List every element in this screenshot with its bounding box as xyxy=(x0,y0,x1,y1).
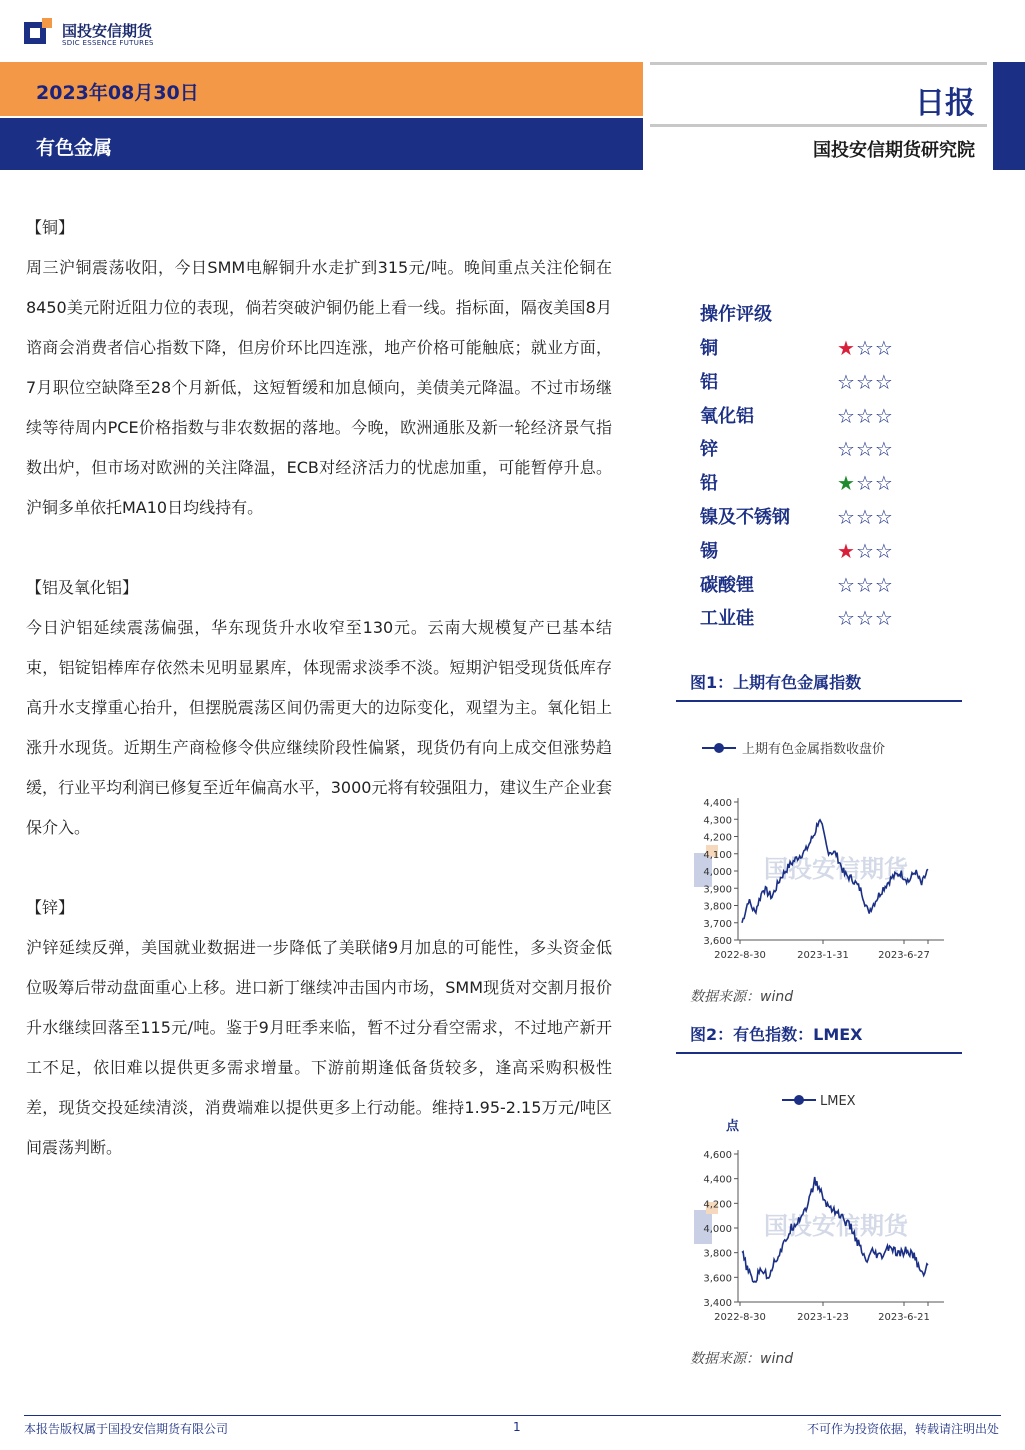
page-number: 1 xyxy=(513,1420,521,1434)
y-tick-label: 3,800 xyxy=(703,901,732,913)
rating-row xyxy=(700,400,940,434)
star-outline-icon: ☆ xyxy=(874,336,894,360)
x-tick-label: 2022-8-30 xyxy=(714,950,766,961)
y-tick-label: 3,800 xyxy=(703,1248,732,1260)
rating-row xyxy=(700,602,940,636)
footer-rule xyxy=(24,1415,1001,1416)
brand-logo xyxy=(24,18,204,52)
rating-metal: 镍及不锈钢 xyxy=(700,506,790,528)
x-tick-label: 2023-6-27 xyxy=(878,950,930,961)
x-tick-label: 2023-1-31 xyxy=(797,950,849,961)
y-tick-label: 4,200 xyxy=(703,832,732,844)
star-outline-icon: ☆ xyxy=(855,471,875,496)
figure-1-rule xyxy=(676,700,962,702)
report-type: 日报 xyxy=(915,86,975,121)
watermark-text: 国投安信期货 xyxy=(764,1212,908,1240)
rating-row xyxy=(700,433,940,467)
figure-1-caption: 图1：上期有色金属指数 xyxy=(690,673,862,692)
section-body: 今日沪铝延续震荡偏强，华东现货升水收窄至130元。云南大规模复产已基本结束，铝锭铝棒库存依然未见明显累库，体现需求淡季不淡。短期沪铝受现货低库存高升水支撑重心抬升，但摆脱震荡区间仍需更大的边际变化，观望为主。氧化铝上涨升水现货。近期生产商检修令供应继续阶段性偏紧，现货仍有向上成交但涨势趋缓，行业平均利润已修复至近年偏高水平，3000元将有较强阻力，建议生产企业套保介入。 xyxy=(26,618,612,837)
star-outline-icon: ☆ xyxy=(837,606,856,631)
date-bar xyxy=(0,62,643,116)
section-copper xyxy=(26,208,612,528)
legend-label: 上期有色金属指数收盘价 xyxy=(742,742,886,757)
star-outline-icon: ☆ xyxy=(855,606,875,631)
y-tick-label: 3,700 xyxy=(703,918,732,930)
y-tick-label: 3,600 xyxy=(703,1273,732,1285)
star-outline-icon: ☆ xyxy=(855,572,875,597)
rating-stars xyxy=(837,433,894,467)
section-spacer xyxy=(26,528,612,568)
legend-marker xyxy=(714,743,724,753)
institute-name: 国投安信期货研究院 xyxy=(813,140,975,161)
rating-metal: 氧化铝 xyxy=(700,405,754,427)
x-tick-label: 2023-6-21 xyxy=(878,1312,930,1323)
star-outline-icon: ☆ xyxy=(855,336,875,360)
section-body: 周三沪铜震荡收阳，今日SMM电解铜升水走扩到315元/吨。晚间重点关注伦铜在8450美元附近阻力位的表现，倘若突破沪铜仍能上看一线。指标面，隔夜美国8月谘商会消费者信心指数下降，但房价环比四连涨，地产价格可能触底；就业方面，7月职位空缺降至28个月新低，这短暂缓和加息倾向，美债美元降温。不过市场继续等待周内PCE价格指数与非农数据的落地。今晚，欧洲通胀及新一轮经济景气指数出炉，但市场对欧洲的关注降温，ECB对经济活力的忧虑加重，可能暂停升息。沪铜多单依托MA10日均线持有。 xyxy=(26,258,612,517)
star-outline-icon: ☆ xyxy=(837,572,856,597)
section-title: 【铝及氧化铝】 xyxy=(26,578,139,597)
logo-mark-icon xyxy=(24,18,54,48)
line-chart-svg xyxy=(680,730,970,970)
rating-stars xyxy=(837,332,894,366)
star-filled-icon: ★ xyxy=(837,538,856,563)
y-tick-label: 3,400 xyxy=(703,1298,732,1309)
watermark-text: 国投安信期货 xyxy=(764,855,908,883)
sector-bar xyxy=(0,118,643,170)
ratings-title: 操作评级 xyxy=(700,304,772,325)
rating-metal: 铜 xyxy=(700,338,718,359)
rating-metal: 锌 xyxy=(700,439,718,461)
star-outline-icon: ☆ xyxy=(874,538,894,563)
x-tick-label: 2023-1-23 xyxy=(797,1312,849,1323)
report-header-right xyxy=(650,62,987,170)
rating-row xyxy=(700,535,940,569)
figure-1-source: 数据来源：wind xyxy=(690,989,794,1005)
star-outline-icon: ☆ xyxy=(874,437,894,462)
rating-stars xyxy=(837,400,894,434)
footer-copyright: 本报告版权属于国投安信期货有限公司 xyxy=(24,1422,229,1436)
star-outline-icon: ☆ xyxy=(837,504,856,529)
star-outline-icon: ☆ xyxy=(855,538,875,563)
rating-row xyxy=(700,501,940,535)
star-filled-icon: ★ xyxy=(837,471,856,496)
rating-stars xyxy=(837,602,894,636)
star-outline-icon: ☆ xyxy=(874,369,894,394)
rating-row xyxy=(700,366,940,400)
legend-marker xyxy=(794,1095,804,1105)
rating-row xyxy=(700,467,940,501)
y-tick-label: 4,600 xyxy=(703,1150,732,1161)
rating-metal: 工业硅 xyxy=(700,608,754,630)
rating-metal: 铝 xyxy=(700,371,718,393)
rating-stars xyxy=(837,535,894,569)
rating-row xyxy=(700,569,940,603)
rating-row xyxy=(700,332,940,366)
section-aluminium xyxy=(26,568,612,848)
figure-1-chart xyxy=(680,730,970,970)
header-side-block xyxy=(993,62,1025,170)
star-outline-icon: ☆ xyxy=(837,369,856,394)
star-outline-icon: ☆ xyxy=(874,403,894,428)
star-outline-icon: ☆ xyxy=(874,471,894,496)
rating-stars xyxy=(837,366,894,400)
report-sector: 有色金属 xyxy=(36,137,113,159)
figure-2-caption: 图2：有色指数：LMEX xyxy=(690,1025,863,1044)
y-tick-label: 4,400 xyxy=(703,798,732,809)
y-tick-label: 4,300 xyxy=(703,815,732,827)
footer-disclaimer: 不可作为投资依据，转载请注明出处 xyxy=(806,1422,999,1436)
star-outline-icon: ☆ xyxy=(855,369,875,394)
figure-2-rule xyxy=(676,1052,962,1054)
brand-name-cn: 国投安信期货 xyxy=(62,22,153,40)
y-tick-label: 4,100 xyxy=(703,849,732,861)
star-outline-icon: ☆ xyxy=(855,403,875,428)
line-chart-svg xyxy=(680,1082,970,1332)
star-outline-icon: ☆ xyxy=(874,504,894,529)
rating-stars xyxy=(837,501,894,535)
section-body: 沪锌延续反弹，美国就业数据进一步降低了美联储9月加息的可能性，多头资金低位吸筹后带动盘面重心上移。进口新丁继续冲击国内市场，SMM现货对交割月报价升水继续回落至115元/吨。鉴于9月旺季来临，暂不过分看空需求，不过地产新开工不足，依旧难以提供更多需求增量。下游前期逢低备货较多，逢高采购积极性差，现货交投延续清淡，消费端难以提供更多上行动能。维持1.95-2.15万元/吨区间震荡判断。 xyxy=(26,938,612,1157)
section-zinc xyxy=(26,888,612,1168)
star-filled-icon: ★ xyxy=(837,336,856,360)
rating-stars xyxy=(837,569,894,603)
star-outline-icon: ☆ xyxy=(855,437,875,462)
main-content xyxy=(26,208,612,1168)
x-tick-label: 2022-8-30 xyxy=(714,1312,766,1323)
figure-2-chart xyxy=(680,1082,970,1332)
star-outline-icon: ☆ xyxy=(837,403,856,428)
star-outline-icon: ☆ xyxy=(837,437,856,462)
brand-name-en: SDIC ESSENCE FUTURES xyxy=(62,39,154,47)
star-outline-icon: ☆ xyxy=(874,572,894,597)
star-outline-icon: ☆ xyxy=(874,606,894,631)
rating-metal: 铅 xyxy=(700,473,718,495)
rating-stars xyxy=(837,467,894,501)
y-axis-label: 点 xyxy=(726,1119,740,1134)
figure-2-source: 数据来源：wind xyxy=(690,1351,794,1367)
y-tick-label: 3,600 xyxy=(703,936,732,947)
rating-metal: 锡 xyxy=(700,540,718,562)
operation-ratings xyxy=(700,298,940,636)
y-tick-label: 3,900 xyxy=(703,884,732,896)
legend-label: LMEX xyxy=(820,1094,856,1109)
section-spacer xyxy=(26,848,612,888)
star-outline-icon: ☆ xyxy=(855,504,875,529)
section-title: 【铜】 xyxy=(26,218,75,237)
y-tick-label: 4,000 xyxy=(703,1224,732,1235)
y-tick-label: 4,000 xyxy=(703,867,732,878)
section-title: 【锌】 xyxy=(26,898,75,917)
y-tick-label: 4,400 xyxy=(703,1174,732,1186)
y-tick-label: 4,200 xyxy=(703,1199,732,1211)
header-rule-top xyxy=(650,62,987,65)
ratings-list xyxy=(700,332,940,636)
header-rule-middle xyxy=(650,124,987,127)
report-date: 2023年08月30日 xyxy=(36,82,199,104)
rating-metal: 碳酸锂 xyxy=(700,574,754,596)
